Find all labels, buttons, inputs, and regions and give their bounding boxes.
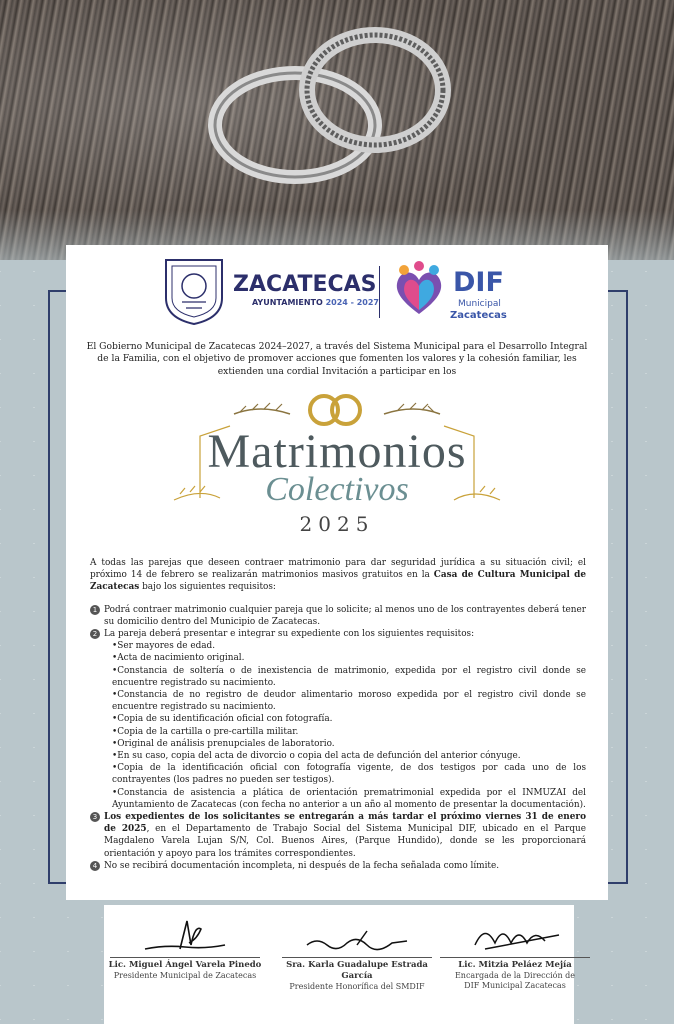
signature-block-dif-director: [430, 915, 600, 991]
event-subtitle-script: Colectivos: [265, 471, 409, 508]
sub-requirement: •Acta de nacimiento original.: [112, 653, 245, 664]
sub-requirement: •Copia de la cartilla o pre-cartilla militar.: [112, 726, 299, 737]
sub-requirement: •Original de análisis prenupciales de laboratorio.: [112, 738, 335, 749]
handwritten-signature-image: [297, 915, 417, 955]
dif-family-heart-icon: [390, 260, 448, 320]
zacatecas-logo-title: ZACATECAS: [233, 272, 377, 297]
requirement-item-1: 1 Podrá contraer matrimonio cualquier pareja que lo solicite; al menos uno de los contrayentes deberá tener su domicilio dentro del Municipio de Zacatecas.: [90, 604, 586, 628]
dif-logo-title: DIF: [453, 267, 504, 298]
sub-requirement: •Constancia de soltería o de inexistencia de matrimonio, expedida por el registro civil donde se encuentre registrado su nacimiento.: [112, 665, 586, 688]
number-badge: 1: [90, 605, 100, 615]
logo-divider: [379, 266, 380, 318]
sub-requirement: •Ser mayores de edad.: [112, 641, 216, 652]
zacatecas-logo-subtitle: AYUNTAMIENTO 2024 - 2027: [252, 298, 379, 307]
number-badge: 4: [90, 861, 100, 871]
signer-role: Presidente Municipal de Zacatecas: [113, 971, 257, 980]
event-title: Matrimonios: [207, 425, 467, 478]
signer-name: Sra. Karla Guadalupe Estrada García: [286, 960, 428, 981]
signer-name: Lic. Mitzia Peláez Mejía: [458, 960, 572, 970]
logos-row: [160, 252, 520, 328]
signer-name: Lic. Miguel Ángel Varela Pinedo: [108, 960, 262, 970]
dif-logo-zacatecas: Zacatecas: [450, 310, 507, 321]
wedding-rings-image: [200, 20, 470, 200]
number-badge: 3: [90, 812, 100, 822]
requirement-item-4: 4 No se recibirá documentación incompleta, ni después de la fecha señalada como límite.: [90, 860, 586, 872]
zacatecas-coat-of-arms-icon: [160, 254, 228, 326]
requirement-item-2: 2 La pareja deberá presentar e integrar su expediente con los siguientes requisitos:: [90, 628, 586, 640]
sub-requirement: •Copia de su identificación oficial con fotografía.: [112, 714, 333, 725]
sub-requirement: •Copia de la identificación oficial con fotografía vigente, de dos testigos por cada uno de los contrayentes (los padres no pueden ser testigos).: [112, 763, 586, 786]
event-year: 2025: [299, 512, 375, 536]
lead-paragraph: A todas las parejas que deseen contraer matrimonio para dar seguridad jurídica a su situación civil; el próximo 14 de febrero se realizarán matrimonios masivos gratuitos en la Casa de Cultura Municipal de Zacatecas bajo los siguientes requisitos:: [90, 558, 586, 593]
signer-role: Encargada de la Dirección de: [454, 971, 576, 980]
signer-role-line2: DIF Municipal Zacatecas: [464, 981, 566, 990]
requirements-body: [90, 557, 586, 872]
header-photo-wedding-rings: [0, 0, 674, 260]
dif-logo-municipal: Municipal: [458, 299, 501, 309]
signature-block-president: [100, 915, 270, 981]
handwritten-signature-image: [455, 915, 575, 955]
number-badge: 2: [90, 629, 100, 639]
signature-block-smdif: [272, 915, 442, 992]
handwritten-signature-image: [125, 915, 245, 955]
event-title-block: [160, 388, 514, 538]
signer-role: Presidente Honorífica del SMDIF: [289, 982, 425, 991]
requirement-item-3: 3 Los expedientes de los solicitantes se entregarán a más tardar el próximo viernes 31 de enero de 2025, en el Departamento de Trabajo Social del Sistema Municipal DIF, ubicado en el Parque Magdaleno Varela Lujan S/N, Col. Buenos Aires, (Parque Hundido), donde se les proporcionará orientación y apoyo para los trámites correspondientes.: [90, 811, 586, 860]
intro-paragraph: El Gobierno Municipal de Zacatecas 2024–2027, a través del Sistema Municipal para el Desarrollo Integral de la Familia, con el objetivo de promover acciones que fomenten los valores y la cohesión familiar, les extienden una cordial Invitación a participar en los: [86, 341, 588, 377]
sub-requirement: •Constancia de asistencia a plática de orientación prematrimonial expedida por el INMUZAI del Ayuntamiento de Zacatecas (con fecha no anterior a un año al momento de presentar la documentación).: [112, 787, 586, 810]
sub-requirement: •Constancia de no registro de deudor alimentario moroso expedida por el registro civil donde se encuentre registrado su nacimiento.: [112, 690, 586, 713]
sub-requirement: •En su caso, copia del acta de divorcio o copia del acta de defunción del anterior cónyuge.: [112, 751, 521, 762]
